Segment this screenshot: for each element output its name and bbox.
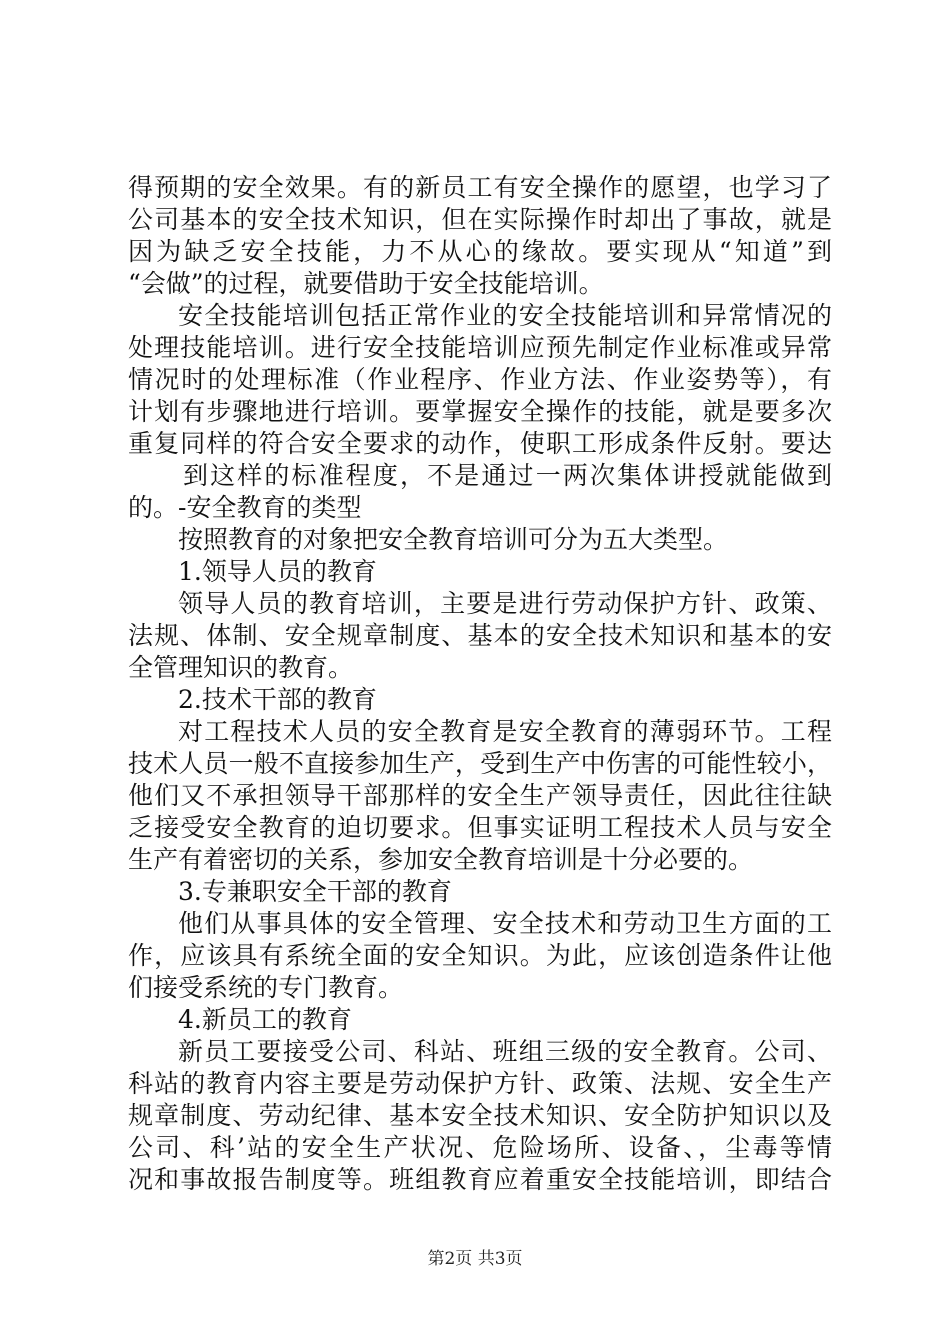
text-line: 对工程技术人员的安全教育是安全教育的薄弱环节。工程: [178, 717, 832, 746]
text-line: 安全技能培训包括正常作业的安全技能培训和异常情况的: [178, 301, 832, 330]
text-line: 他们从事具体的安全管理、安全技术和劳动卫生方面的工: [178, 909, 832, 938]
text-line: 作，应该具有系统全面的安全知识。为此，应该创造条件让他: [128, 941, 832, 970]
text-line: 他们又不承担领导干部那样的安全生产领导责任，因此往往缺: [128, 781, 832, 810]
text-line: 新员工要接受公司、科站、班组三级的安全教育。公司、: [178, 1037, 832, 1066]
text-line: 4.新员工的教育: [178, 1005, 352, 1034]
text-line: 公司、科’站的安全生产状况、危险场所、设备、，尘毒等情: [128, 1133, 832, 1162]
text-line: 因为缺乏安全技能，力不从心的缘故。要实现从“知道”到: [128, 237, 832, 266]
text-line: 科站的教育内容主要是劳动保护方针、政策、法规、安全生产: [128, 1069, 832, 1098]
text-line: “会做”的过程，就要借助于安全技能培训。: [128, 269, 604, 298]
text-line: 法规、体制、安全规章制度、基本的安全技术知识和基本的安: [128, 621, 832, 650]
text-line: 按照教育的对象把安全教育培训可分为五大类型。: [178, 525, 729, 554]
text-line: 的。-安全教育的类型: [128, 493, 362, 522]
text-line: 规章制度、劳动纪律、基本安全技术知识、安全防护知识以及: [128, 1101, 832, 1130]
text-line: 公司基本的安全技术知识，但在实际操作时却出了事故，就是: [128, 205, 832, 234]
text-line: 生产有着密切的关系，参加安全教育培训是十分必要的。: [128, 845, 754, 874]
text-line: 2.技术干部的教育: [178, 685, 377, 714]
text-line: 乏接受安全教育的迫切要求。但事实证明工程技术人员与安全: [128, 813, 832, 842]
text-line: 到这样的标准程度，不是通过一两次集体讲授就能做到: [183, 461, 832, 490]
text-line: 重复同样的符合安全要求的动作，使职工形成条件反射。要达: [128, 429, 832, 458]
text-line: 计划有步骤地进行培训。要掌握安全操作的技能，就是要多次: [128, 397, 832, 426]
text-line: 3.专兼职安全干部的教育: [178, 877, 452, 906]
text-line: 得预期的安全效果。有的新员工有安全操作的愿望，也学习了: [128, 173, 832, 202]
text-line: 1.领导人员的教育: [178, 557, 377, 586]
text-line: 情况时的处理标准（作业程序、作业方法、作业姿势等），有: [128, 365, 832, 394]
text-line: 况和事故报告制度等。班组教育应着重安全技能培训，即结合: [128, 1165, 832, 1194]
text-line: 技术人员一般不直接参加生产，受到生产中伤害的可能性较小，: [128, 749, 832, 778]
text-line: 领导人员的教育培训，主要是进行劳动保护方针、政策、: [178, 589, 832, 618]
page-footer: 第2页 共3页: [427, 1249, 523, 1269]
text-line: 处理技能培训。进行安全技能培训应预先制定作业标准或异常: [128, 333, 832, 362]
document-body: [128, 172, 832, 1196]
text-line: 们接受系统的专门教育。: [128, 973, 404, 1002]
text-line: 全管理知识的教育。: [128, 653, 354, 682]
